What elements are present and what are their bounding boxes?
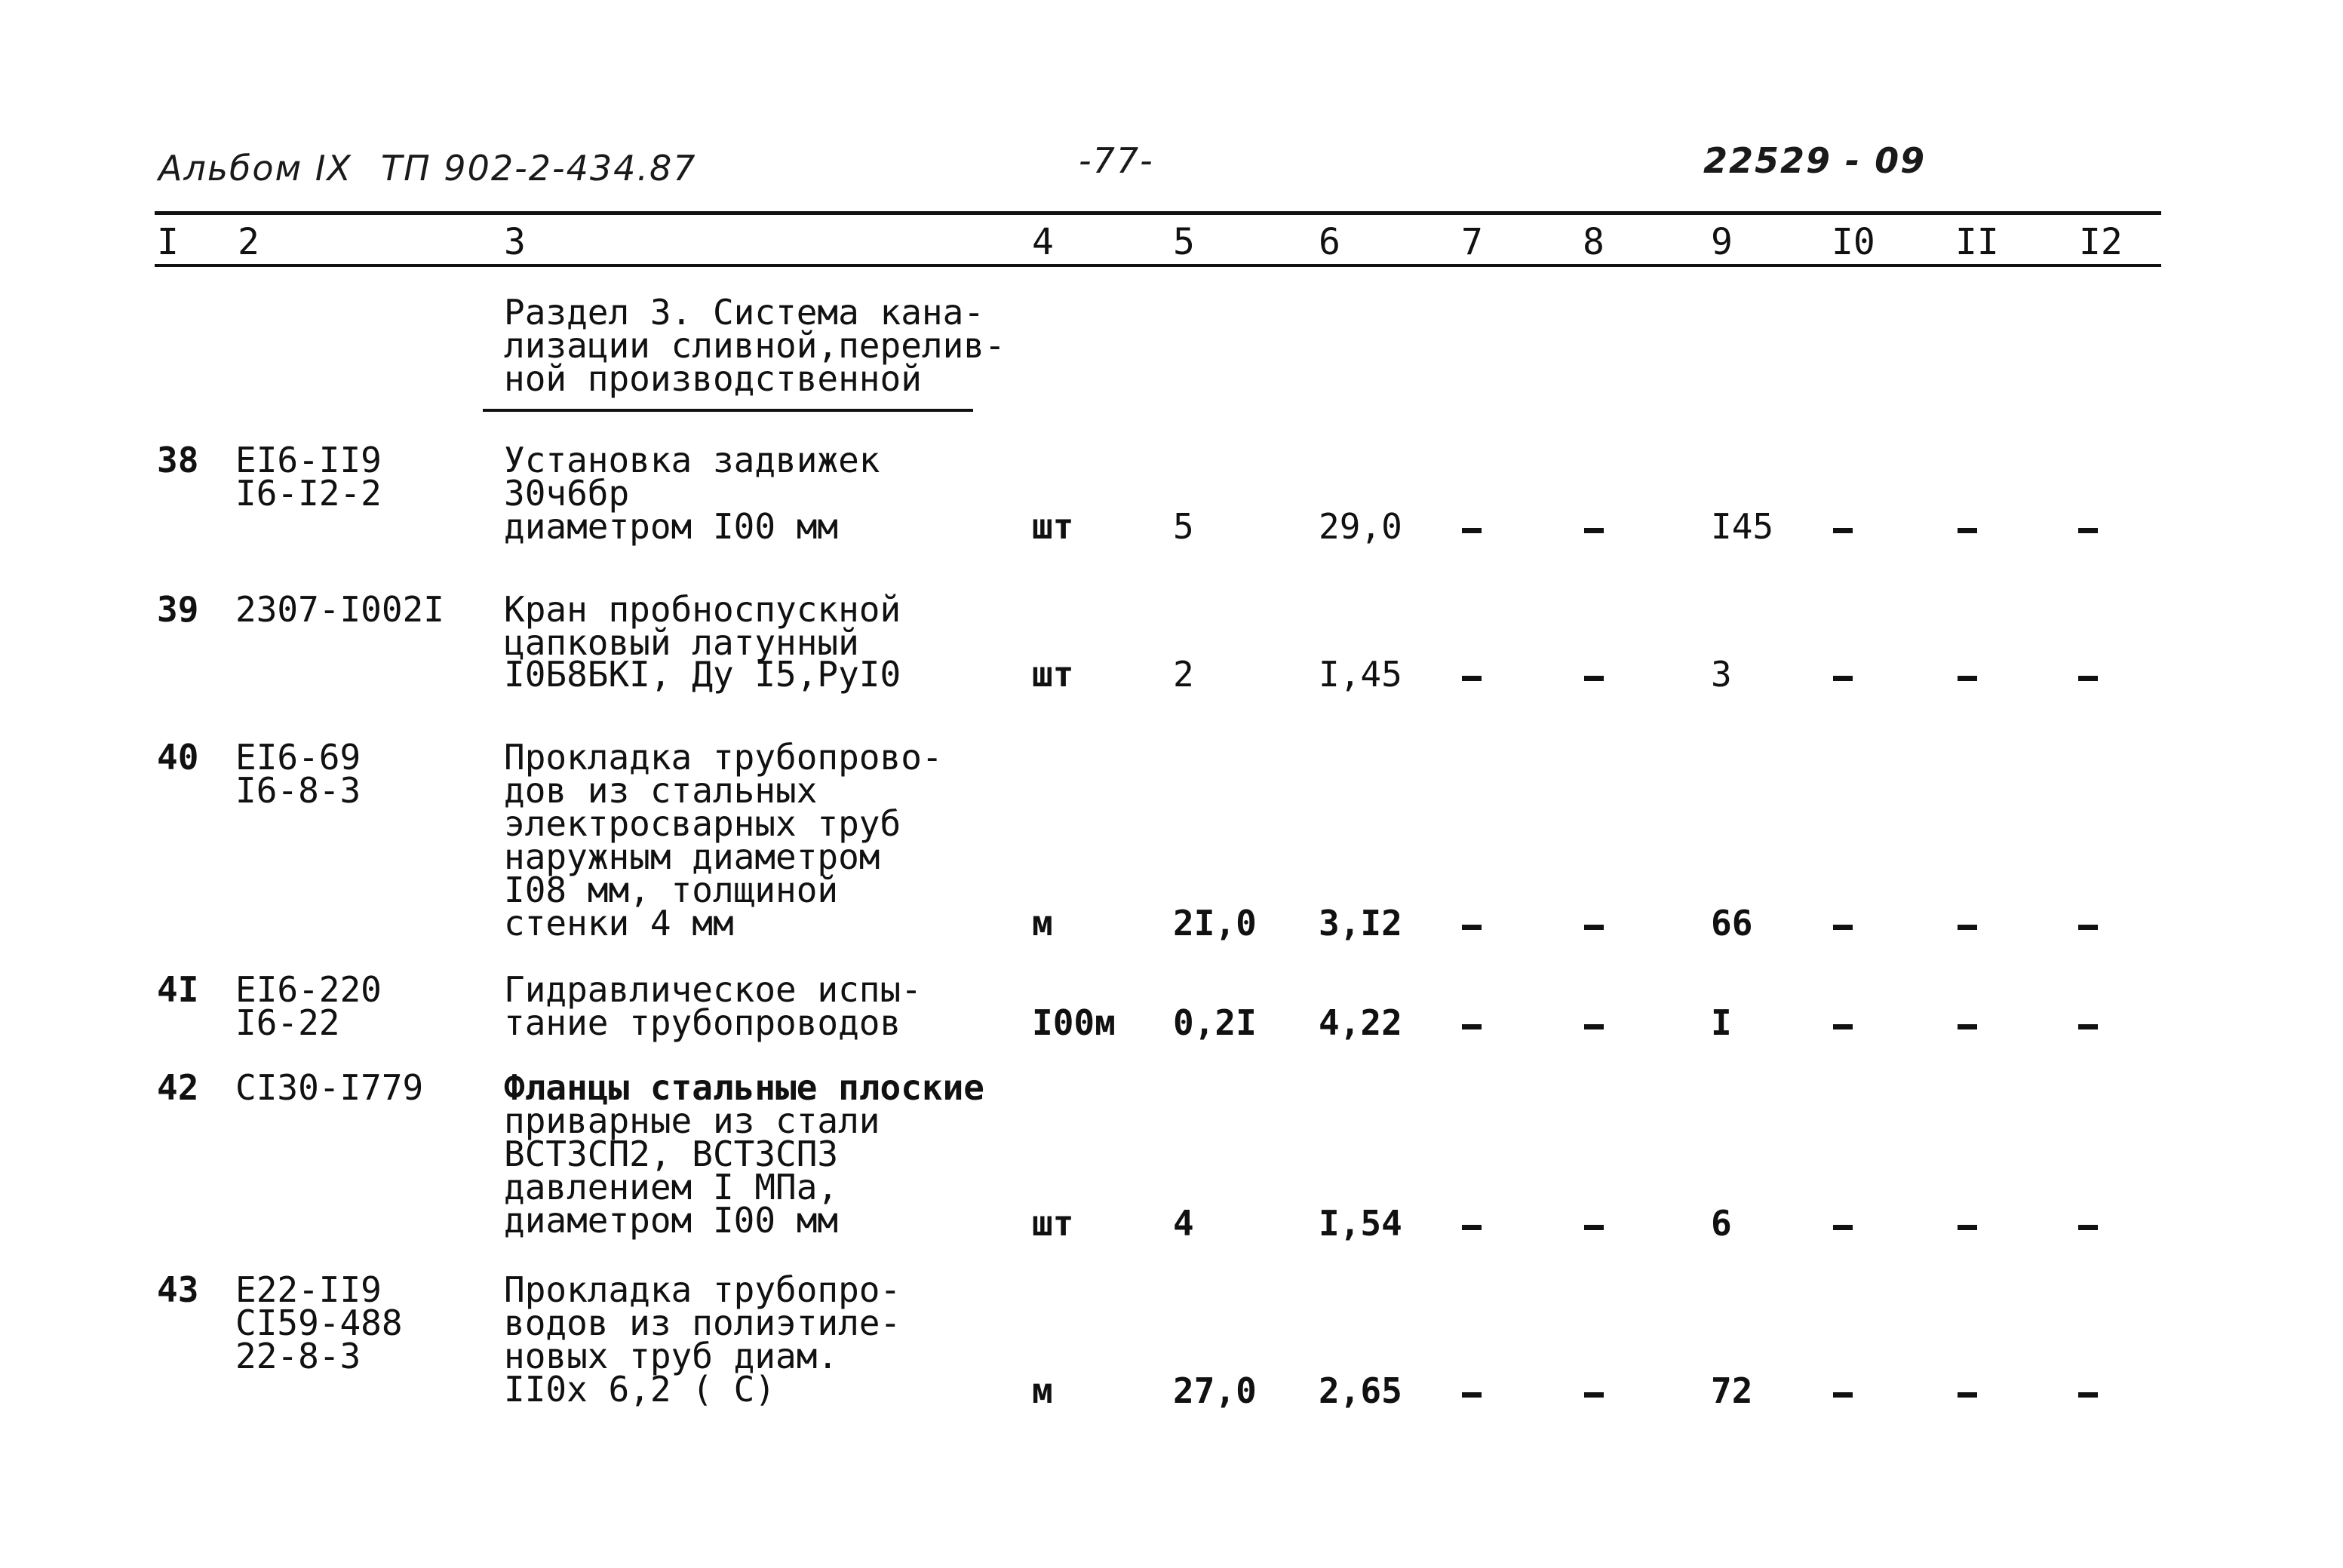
row-unit: I00м: [1032, 1002, 1116, 1043]
header-bottom-rule: [155, 264, 2161, 267]
row-description: диаметром I00 мм: [504, 506, 839, 547]
row-quantity: 27,0: [1173, 1370, 1257, 1411]
row-description: водов из полиэтиле-: [504, 1303, 901, 1343]
row-description: Прокладка трубопрово-: [504, 737, 943, 778]
row-dash-col7: [1462, 676, 1482, 681]
row-code: 2307-I002I: [235, 589, 444, 630]
row-dash-col10: [1833, 528, 1853, 533]
section-underline: [483, 409, 973, 412]
row-number: 39: [157, 589, 199, 630]
row-code: 22-8-3: [235, 1336, 361, 1376]
document-number: 22529 - 09: [1703, 140, 1927, 181]
column-header-11: II: [1955, 221, 1999, 263]
row-number: 4I: [157, 969, 199, 1010]
row-dash-col7: [1462, 925, 1482, 930]
row-quantity: 2I,0: [1173, 903, 1257, 944]
section-title-line: лизации сливной,перелив-: [504, 325, 1006, 366]
row-description: цапковый латунный: [504, 622, 859, 663]
column-header-12: I2: [2079, 221, 2123, 263]
row-number: 40: [157, 737, 199, 778]
row-col9: 66: [1711, 903, 1753, 944]
row-code: I6-22: [235, 1002, 340, 1043]
column-header-5: 5: [1173, 221, 1195, 263]
row-dash-col11: [1958, 1392, 1977, 1398]
row-description: электросварных труб: [504, 803, 901, 844]
row-number: 38: [157, 440, 199, 480]
row-description: I0Б8БКI, Ду I5,РуI0: [504, 654, 901, 695]
row-description: новых труб диам.: [504, 1336, 839, 1376]
row-col6: 2,65: [1319, 1370, 1402, 1411]
row-description: Установка задвижек: [504, 440, 880, 480]
column-header-1: I: [157, 221, 179, 263]
row-unit: м: [1032, 1370, 1053, 1411]
row-number: 43: [157, 1269, 199, 1310]
row-unit: м: [1032, 903, 1053, 944]
column-header-2: 2: [238, 221, 259, 263]
row-col6: 4,22: [1319, 1002, 1402, 1043]
row-code: I6-I2-2: [235, 473, 382, 514]
row-dash-col10: [1833, 925, 1853, 930]
row-dash-col7: [1462, 528, 1482, 533]
row-col9: I45: [1711, 506, 1774, 547]
row-quantity: 0,2I: [1173, 1002, 1257, 1043]
row-unit: шт: [1032, 1203, 1074, 1244]
row-description: 30ч6бр: [504, 473, 630, 514]
row-dash-col12: [2078, 1225, 2098, 1230]
row-description: стенки 4 мм: [504, 903, 734, 944]
row-dash-col10: [1833, 1024, 1853, 1029]
row-col6: 3,I2: [1319, 903, 1402, 944]
row-description: наружным диаметром: [504, 836, 880, 877]
row-description: приварные из стали: [504, 1100, 880, 1141]
row-col9: 6: [1711, 1203, 1732, 1244]
column-header-6: 6: [1319, 221, 1340, 263]
row-col9: I: [1711, 1002, 1732, 1043]
row-dash-col12: [2078, 1024, 2098, 1029]
row-unit: шт: [1032, 654, 1074, 695]
row-dash-col12: [2078, 1392, 2098, 1398]
row-dash-col12: [2078, 676, 2098, 681]
row-description: ВСТ3СП2, ВСТ3СП3: [504, 1134, 839, 1174]
row-quantity: 2: [1173, 654, 1194, 695]
row-dash-col8: [1584, 528, 1604, 533]
row-description: Гидравлическое испы-: [504, 969, 922, 1010]
row-unit: шт: [1032, 506, 1074, 547]
row-quantity: 4: [1173, 1203, 1194, 1244]
row-description: Прокладка трубопро-: [504, 1269, 901, 1310]
row-dash-col7: [1462, 1024, 1482, 1029]
row-dash-col8: [1584, 925, 1604, 930]
row-code: I6-8-3: [235, 770, 361, 811]
row-dash-col11: [1958, 528, 1977, 533]
row-code: EI6-II9: [235, 440, 382, 480]
row-dash-col8: [1584, 1225, 1604, 1230]
row-dash-col11: [1958, 1024, 1977, 1029]
row-col6: I,54: [1319, 1203, 1402, 1244]
row-dash-col7: [1462, 1225, 1482, 1230]
row-description: давлением I МПа,: [504, 1167, 839, 1207]
row-dash-col10: [1833, 676, 1853, 681]
row-col6: I,45: [1319, 654, 1402, 695]
row-col9: 72: [1711, 1370, 1753, 1411]
row-code: EI6-220: [235, 969, 382, 1010]
row-dash-col8: [1584, 676, 1604, 681]
row-description: дов из стальных: [504, 770, 818, 811]
row-number: 42: [157, 1067, 199, 1108]
row-col9: 3: [1711, 654, 1732, 695]
row-description: диаметром I00 мм: [504, 1200, 839, 1241]
row-dash-col12: [2078, 925, 2098, 930]
column-header-7: 7: [1461, 221, 1483, 263]
row-dash-col10: [1833, 1225, 1853, 1230]
row-description: Кран пробноспускной: [504, 589, 901, 630]
page-number: -77-: [1079, 140, 1154, 181]
row-dash-col11: [1958, 925, 1977, 930]
row-dash-col10: [1833, 1392, 1853, 1398]
column-header-4: 4: [1032, 221, 1054, 263]
row-description: II0х 6,2 ( С): [504, 1369, 776, 1410]
row-quantity: 5: [1173, 506, 1194, 547]
row-code: E22-II9: [235, 1269, 382, 1310]
section-title-line: Раздел 3. Система кана-: [504, 292, 984, 333]
column-header-9: 9: [1711, 221, 1733, 263]
row-dash-col12: [2078, 528, 2098, 533]
row-dash-col7: [1462, 1392, 1482, 1398]
row-description: тание трубопроводов: [504, 1002, 901, 1043]
row-description: I08 мм, толщиной: [504, 870, 839, 910]
row-dash-col11: [1958, 676, 1977, 681]
album-label: Альбом IX: [158, 148, 352, 189]
row-dash-col8: [1584, 1024, 1604, 1029]
column-header-8: 8: [1583, 221, 1604, 263]
column-header-10: I0: [1832, 221, 1875, 263]
header-top-rule: [155, 211, 2161, 215]
row-code: CI59-488: [235, 1303, 403, 1343]
row-code: CI30-I779: [235, 1067, 424, 1108]
project-number: ТП 902-2-434.87: [381, 148, 697, 189]
row-description: Фланцы стальные плоские: [504, 1067, 984, 1108]
row-col6: 29,0: [1319, 506, 1402, 547]
section-title-line: ной производственной: [504, 358, 922, 399]
row-dash-col11: [1958, 1225, 1977, 1230]
column-header-3: 3: [504, 221, 526, 263]
row-code: EI6-69: [235, 737, 361, 778]
row-dash-col8: [1584, 1392, 1604, 1398]
